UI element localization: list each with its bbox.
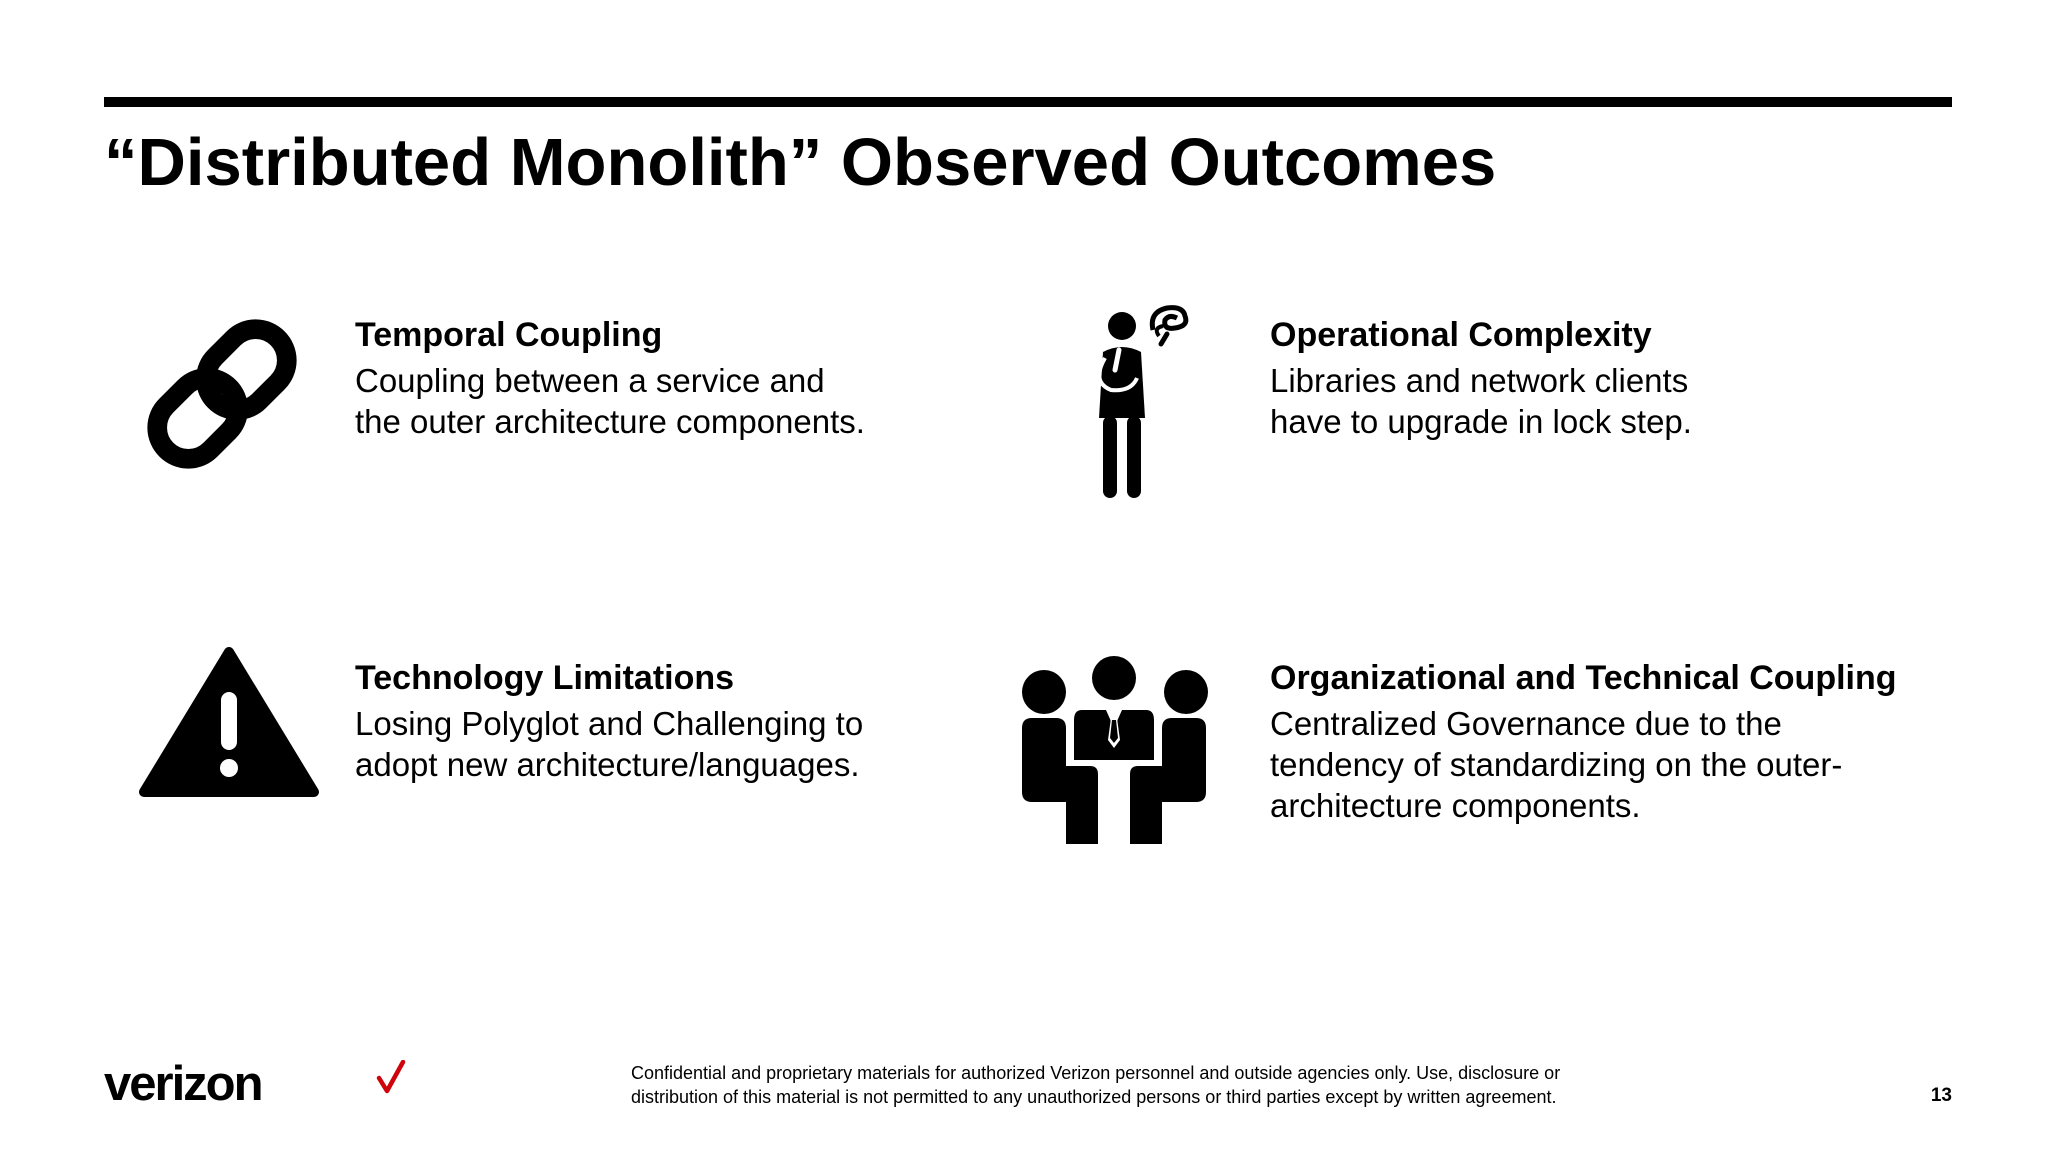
item-description-line: Losing Polyglot and Challenging to <box>355 705 864 742</box>
item-technology-limitations <box>355 657 863 785</box>
chain-link-icon <box>140 312 304 476</box>
verizon-logo <box>104 1056 262 1112</box>
item-description-line: Libraries and network clients <box>1270 362 1689 399</box>
check-mark-icon <box>376 1052 406 1088</box>
item-heading: Organizational and Technical Coupling <box>1270 659 1897 697</box>
slide-title: “Distributed Monolith” Observed Outcomes <box>104 125 1497 200</box>
confidentiality-note-line: distribution of this material is not permitted to any unauthorized persons or third parties except by written agreement. <box>631 1087 1557 1107</box>
item-description-line: have to upgrade in lock step. <box>1270 403 1692 440</box>
item-description-line: adopt new architecture/languages. <box>355 746 860 783</box>
item-heading: Technology Limitations <box>355 659 735 697</box>
confidentiality-note-line: Confidential and proprietary materials for authorized Verizon personnel and outside agencies only. Use, disclosure or <box>631 1063 1561 1083</box>
item-description-line: tendency of standardizing on the outer- <box>1270 746 1843 783</box>
item-description-line: Coupling between a service and <box>355 362 825 399</box>
item-heading: Temporal Coupling <box>355 316 663 354</box>
item-organizational-technical-coupling <box>1270 657 1897 826</box>
title-rule <box>104 97 1952 107</box>
confidentiality-note <box>631 1061 1560 1109</box>
item-description <box>1270 360 1692 442</box>
warning-icon <box>138 646 320 800</box>
item-temporal-coupling <box>355 314 865 442</box>
confused-person-icon <box>1085 300 1205 500</box>
item-description-line: Centralized Governance due to the <box>1270 705 1782 742</box>
item-description <box>1270 703 1897 826</box>
page-number: 13 <box>1930 1085 1952 1106</box>
meeting-people-icon <box>1018 654 1210 846</box>
item-description <box>355 703 863 785</box>
item-description <box>355 360 865 442</box>
item-description-line: architecture components. <box>1270 787 1641 824</box>
item-description-line: the outer architecture components. <box>355 403 865 440</box>
logo-wordmark: verizon <box>104 1057 262 1111</box>
item-operational-complexity <box>1270 314 1692 442</box>
item-heading: Operational Complexity <box>1270 316 1652 354</box>
